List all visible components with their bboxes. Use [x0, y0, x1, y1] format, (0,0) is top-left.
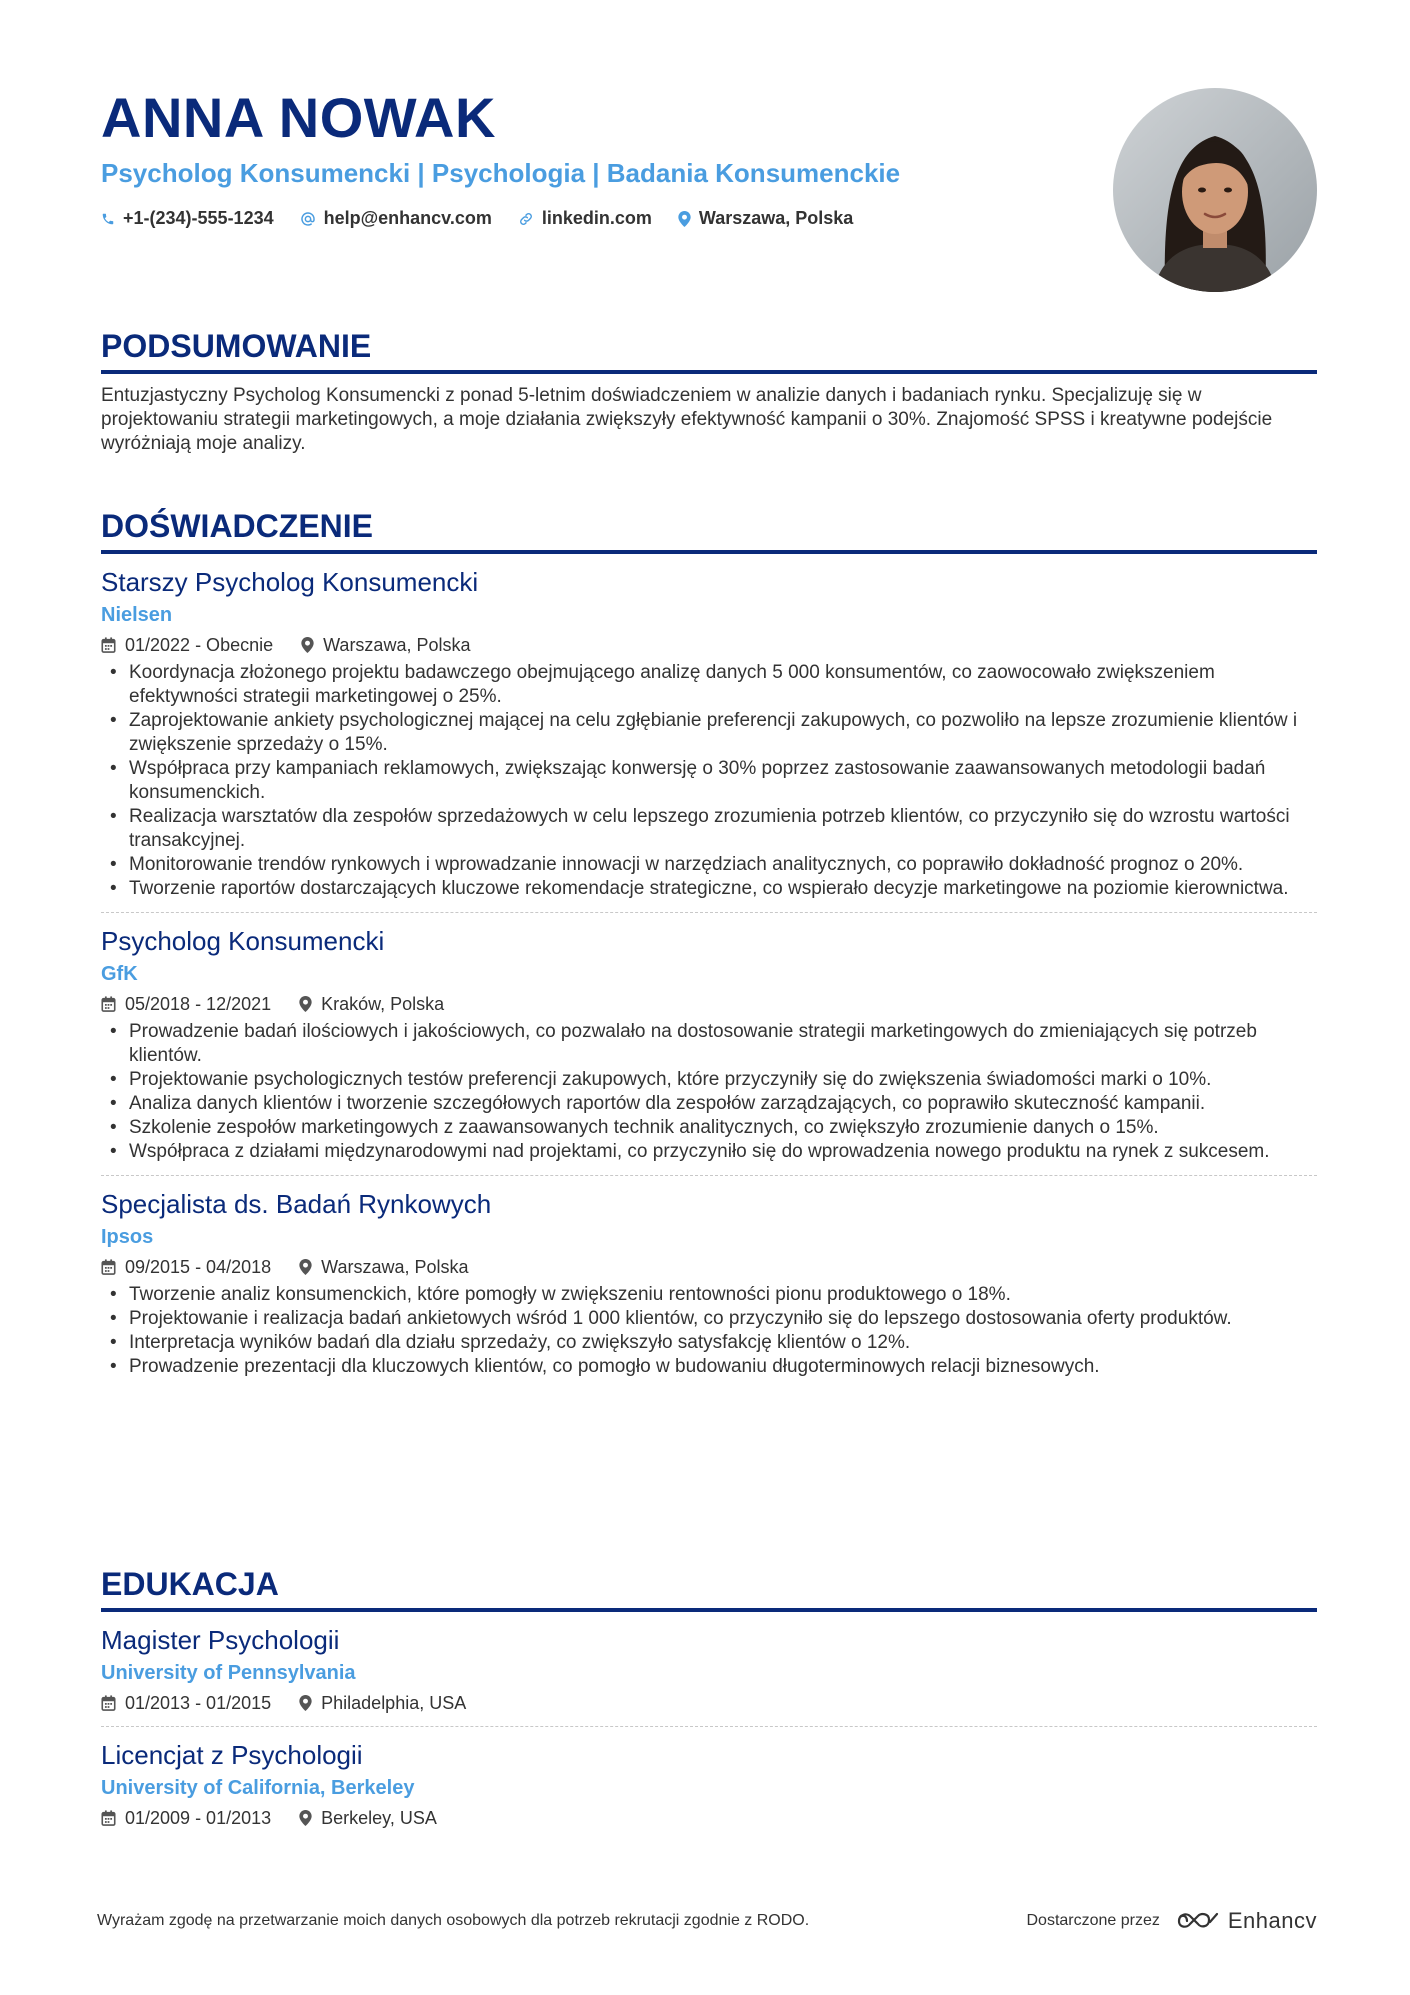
entry-divider — [101, 912, 1317, 913]
calendar-icon — [101, 637, 116, 653]
header — [101, 84, 1101, 229]
job-dates — [101, 633, 273, 657]
job-location — [299, 1255, 468, 1279]
education-dates-text: 01/2013 - 01/2015 — [125, 1693, 272, 1713]
education-location — [299, 1691, 466, 1715]
education-section — [101, 1564, 1317, 1830]
job-title: Specjalista ds. Badań Rynkowych — [101, 1189, 492, 1219]
calendar-icon — [101, 1695, 116, 1711]
job-location — [299, 992, 444, 1016]
job-bullet: • Współpraca przy kampaniach reklamowych, zwiększając konwersję o 30% poprzez zastosowanie zaawansowanych metodologii badań konsumenckich. — [101, 757, 1317, 805]
school-name: University of Pennsylvania — [101, 1662, 356, 1684]
job-bullet: • Zaprojektowanie ankiety psychologicznej mającej na celu zgłębianie preferencji zakupowych, co pozwoliło na lepsze zrozumienie klientów i zwiększenie sprzedaży o 15%. — [101, 709, 1317, 757]
at-icon — [300, 211, 316, 227]
job-location — [301, 633, 470, 657]
education-entry — [101, 1624, 1317, 1715]
linkedin-text: linkedin.com — [541, 208, 652, 228]
job-bullet: • Współpraca z działami międzynarodowymi nad projektami, co przyczyniło się do wprowadzenia nowego produktu na rynek z sukcesem. — [101, 1140, 1317, 1164]
job-bullets — [101, 1020, 1317, 1164]
job-title: Starszy Psycholog Konsumencki — [101, 567, 479, 597]
candidate-name: ANNA NOWAK — [101, 86, 496, 149]
footer — [97, 1908, 1317, 1934]
location-pin-icon — [301, 637, 314, 653]
education-heading: EDUKACJA — [101, 1566, 279, 1602]
education-meta — [101, 1806, 1317, 1830]
entry-divider — [101, 1726, 1317, 1727]
profile-photo — [1113, 88, 1317, 292]
brand-name: Enhancv — [1227, 1908, 1317, 1933]
job-meta — [101, 992, 1317, 1016]
summary-heading: PODSUMOWANIE — [101, 328, 372, 364]
job-bullet: • Tworzenie analiz konsumenckich, które pomogły w zwiększeniu rentowności pionu produktowego o 18%. — [101, 1283, 1317, 1307]
job-bullet: • Interpretacja wyników badań dla działu sprzedaży, co zwiększyło satysfakcję klientów o 12%. — [101, 1331, 1317, 1355]
calendar-icon — [101, 996, 116, 1012]
summary-text: Entuzjastyczny Psycholog Konsumencki z ponad 5-letnim doświadczeniem w analizie danych i badaniach rynku. Specjalizuję się w projektowaniu strategii marketingowych, a moje działania zwiększyły efektywność kampanii o 30%. Znajomość SPSS i kreatywne podejście wyróżniają moje analizy. — [101, 385, 1273, 454]
education-dates — [101, 1806, 271, 1830]
location-pin-icon — [299, 1810, 312, 1826]
job-location-text: Kraków, Polska — [321, 994, 445, 1014]
email-text: help@enhancv.com — [323, 208, 492, 228]
job-company: Nielsen — [101, 604, 173, 626]
job-bullet: • Koordynacja złożonego projektu badawczego obejmującego analizę danych 5 000 konsumentów, co zaowocowało zwiększeniem efektywności strategii marketingowej o 25%. — [101, 661, 1317, 709]
job-company: GfK — [101, 963, 138, 985]
location-pin-icon — [299, 1259, 312, 1275]
degree-title: Licencjat z Psychologii — [101, 1740, 363, 1770]
summary-section — [101, 326, 1317, 456]
location-pin-icon — [299, 1695, 312, 1711]
education-dates-text: 01/2009 - 01/2013 — [125, 1808, 272, 1828]
job-bullet: • Monitorowanie trendów rynkowych i wprowadzanie innowacji w narzędziach analitycznych, co poprawiło dokładność prognoz o 20%. — [101, 853, 1317, 877]
contact-location — [678, 208, 853, 229]
job-title: Psycholog Konsumencki — [101, 926, 385, 956]
contact-linkedin[interactable] — [518, 208, 652, 229]
experience-heading: DOŚWIADCZENIE — [101, 508, 373, 544]
job-location-text: Warszawa, Polska — [323, 635, 471, 655]
candidate-title: Psycholog Konsumencki | Psychologia | Badania Konsumenckie — [101, 158, 901, 188]
section-rule — [101, 1608, 1317, 1612]
education-dates — [101, 1691, 271, 1715]
phone-icon — [101, 212, 115, 226]
job-dates-text: 01/2022 - Obecnie — [125, 635, 274, 655]
education-location — [299, 1806, 437, 1830]
location-pin-icon — [299, 996, 312, 1012]
education-location-text: Philadelphia, USA — [321, 1693, 467, 1713]
job-location-text: Warszawa, Polska — [321, 1257, 469, 1277]
section-rule — [101, 370, 1317, 374]
job-dates-text: 05/2018 - 12/2021 — [125, 994, 272, 1014]
job-entry — [101, 1188, 1317, 1379]
job-bullets — [101, 661, 1317, 901]
job-meta — [101, 1255, 1317, 1279]
entry-divider — [101, 1175, 1317, 1176]
job-bullet: • Prowadzenie prezentacji dla kluczowych klientów, co pomogło w budowaniu długoterminowych relacji biznesowych. — [101, 1355, 1317, 1379]
job-dates-text: 09/2015 - 04/2018 — [125, 1257, 272, 1277]
location-text: Warszawa, Polska — [698, 208, 854, 228]
job-dates — [101, 1255, 271, 1279]
brand-block[interactable] — [1026, 1908, 1317, 1934]
job-bullets — [101, 1283, 1317, 1379]
link-icon — [518, 211, 534, 227]
job-entry — [101, 925, 1317, 1164]
job-bullet: • Szkolenie zespołów marketingowych z zaawansowanych technik analitycznych, co zwiększyło zrozumienie danych o 15%. — [101, 1116, 1317, 1140]
enhancv-logo-icon — [1176, 1910, 1220, 1932]
calendar-icon — [101, 1259, 116, 1275]
consent-text: Wyrażam zgodę na przetwarzanie moich danych osobowych dla potrzeb rekrutacji zgodnie z RODO. — [97, 1912, 810, 1929]
job-bullet: • Projektowanie psychologicznych testów preferencji zakupowych, które przyczyniły się do zwiększenia świadomości marki o 10%. — [101, 1068, 1317, 1092]
job-bullet: • Prowadzenie badań ilościowych i jakościowych, co pozwalało na dostosowanie strategii marketingowych do zmieniających się potrzeb klientów. — [101, 1020, 1317, 1068]
education-meta — [101, 1691, 1317, 1715]
job-bullet: • Projektowanie i realizacja badań ankietowych wśród 1 000 klientów, co przyczyniło się do lepszego dostosowania oferty produktów. — [101, 1307, 1317, 1331]
job-dates — [101, 992, 271, 1016]
job-meta — [101, 633, 1317, 657]
job-entry — [101, 566, 1317, 901]
job-bullet: • Analiza danych klientów i tworzenie szczegółowych raportów dla zespołów zarządzających, co poprawiło skuteczność kampanii. — [101, 1092, 1317, 1116]
phone-text: +1-(234)-555-1234 — [123, 208, 274, 228]
school-name: University of California, Berkeley — [101, 1777, 415, 1799]
job-bullet: • Tworzenie raportów dostarczających kluczowe rekomendacje strategiczne, co wspierało decyzje marketingowe na poziomie kierownictwa. — [101, 877, 1317, 901]
contact-phone[interactable] — [101, 208, 274, 229]
education-location-text: Berkeley, USA — [321, 1808, 437, 1828]
contact-email[interactable] — [300, 208, 492, 229]
experience-section — [101, 506, 1317, 1379]
education-entry — [101, 1739, 1317, 1830]
contact-bar — [101, 208, 1101, 229]
degree-title: Magister Psychologii — [101, 1625, 340, 1655]
job-company: Ipsos — [101, 1226, 154, 1248]
calendar-icon — [101, 1810, 116, 1826]
job-bullet: • Realizacja warsztatów dla zespołów sprzedażowych w celu lepszego zrozumienia potrzeb klientów, co przyczyniło się do wzrostu wartości transakcyjnej. — [101, 805, 1317, 853]
powered-by-text: Dostarczone przez — [1026, 1912, 1160, 1929]
section-rule — [101, 550, 1317, 554]
location-pin-icon — [678, 211, 691, 227]
